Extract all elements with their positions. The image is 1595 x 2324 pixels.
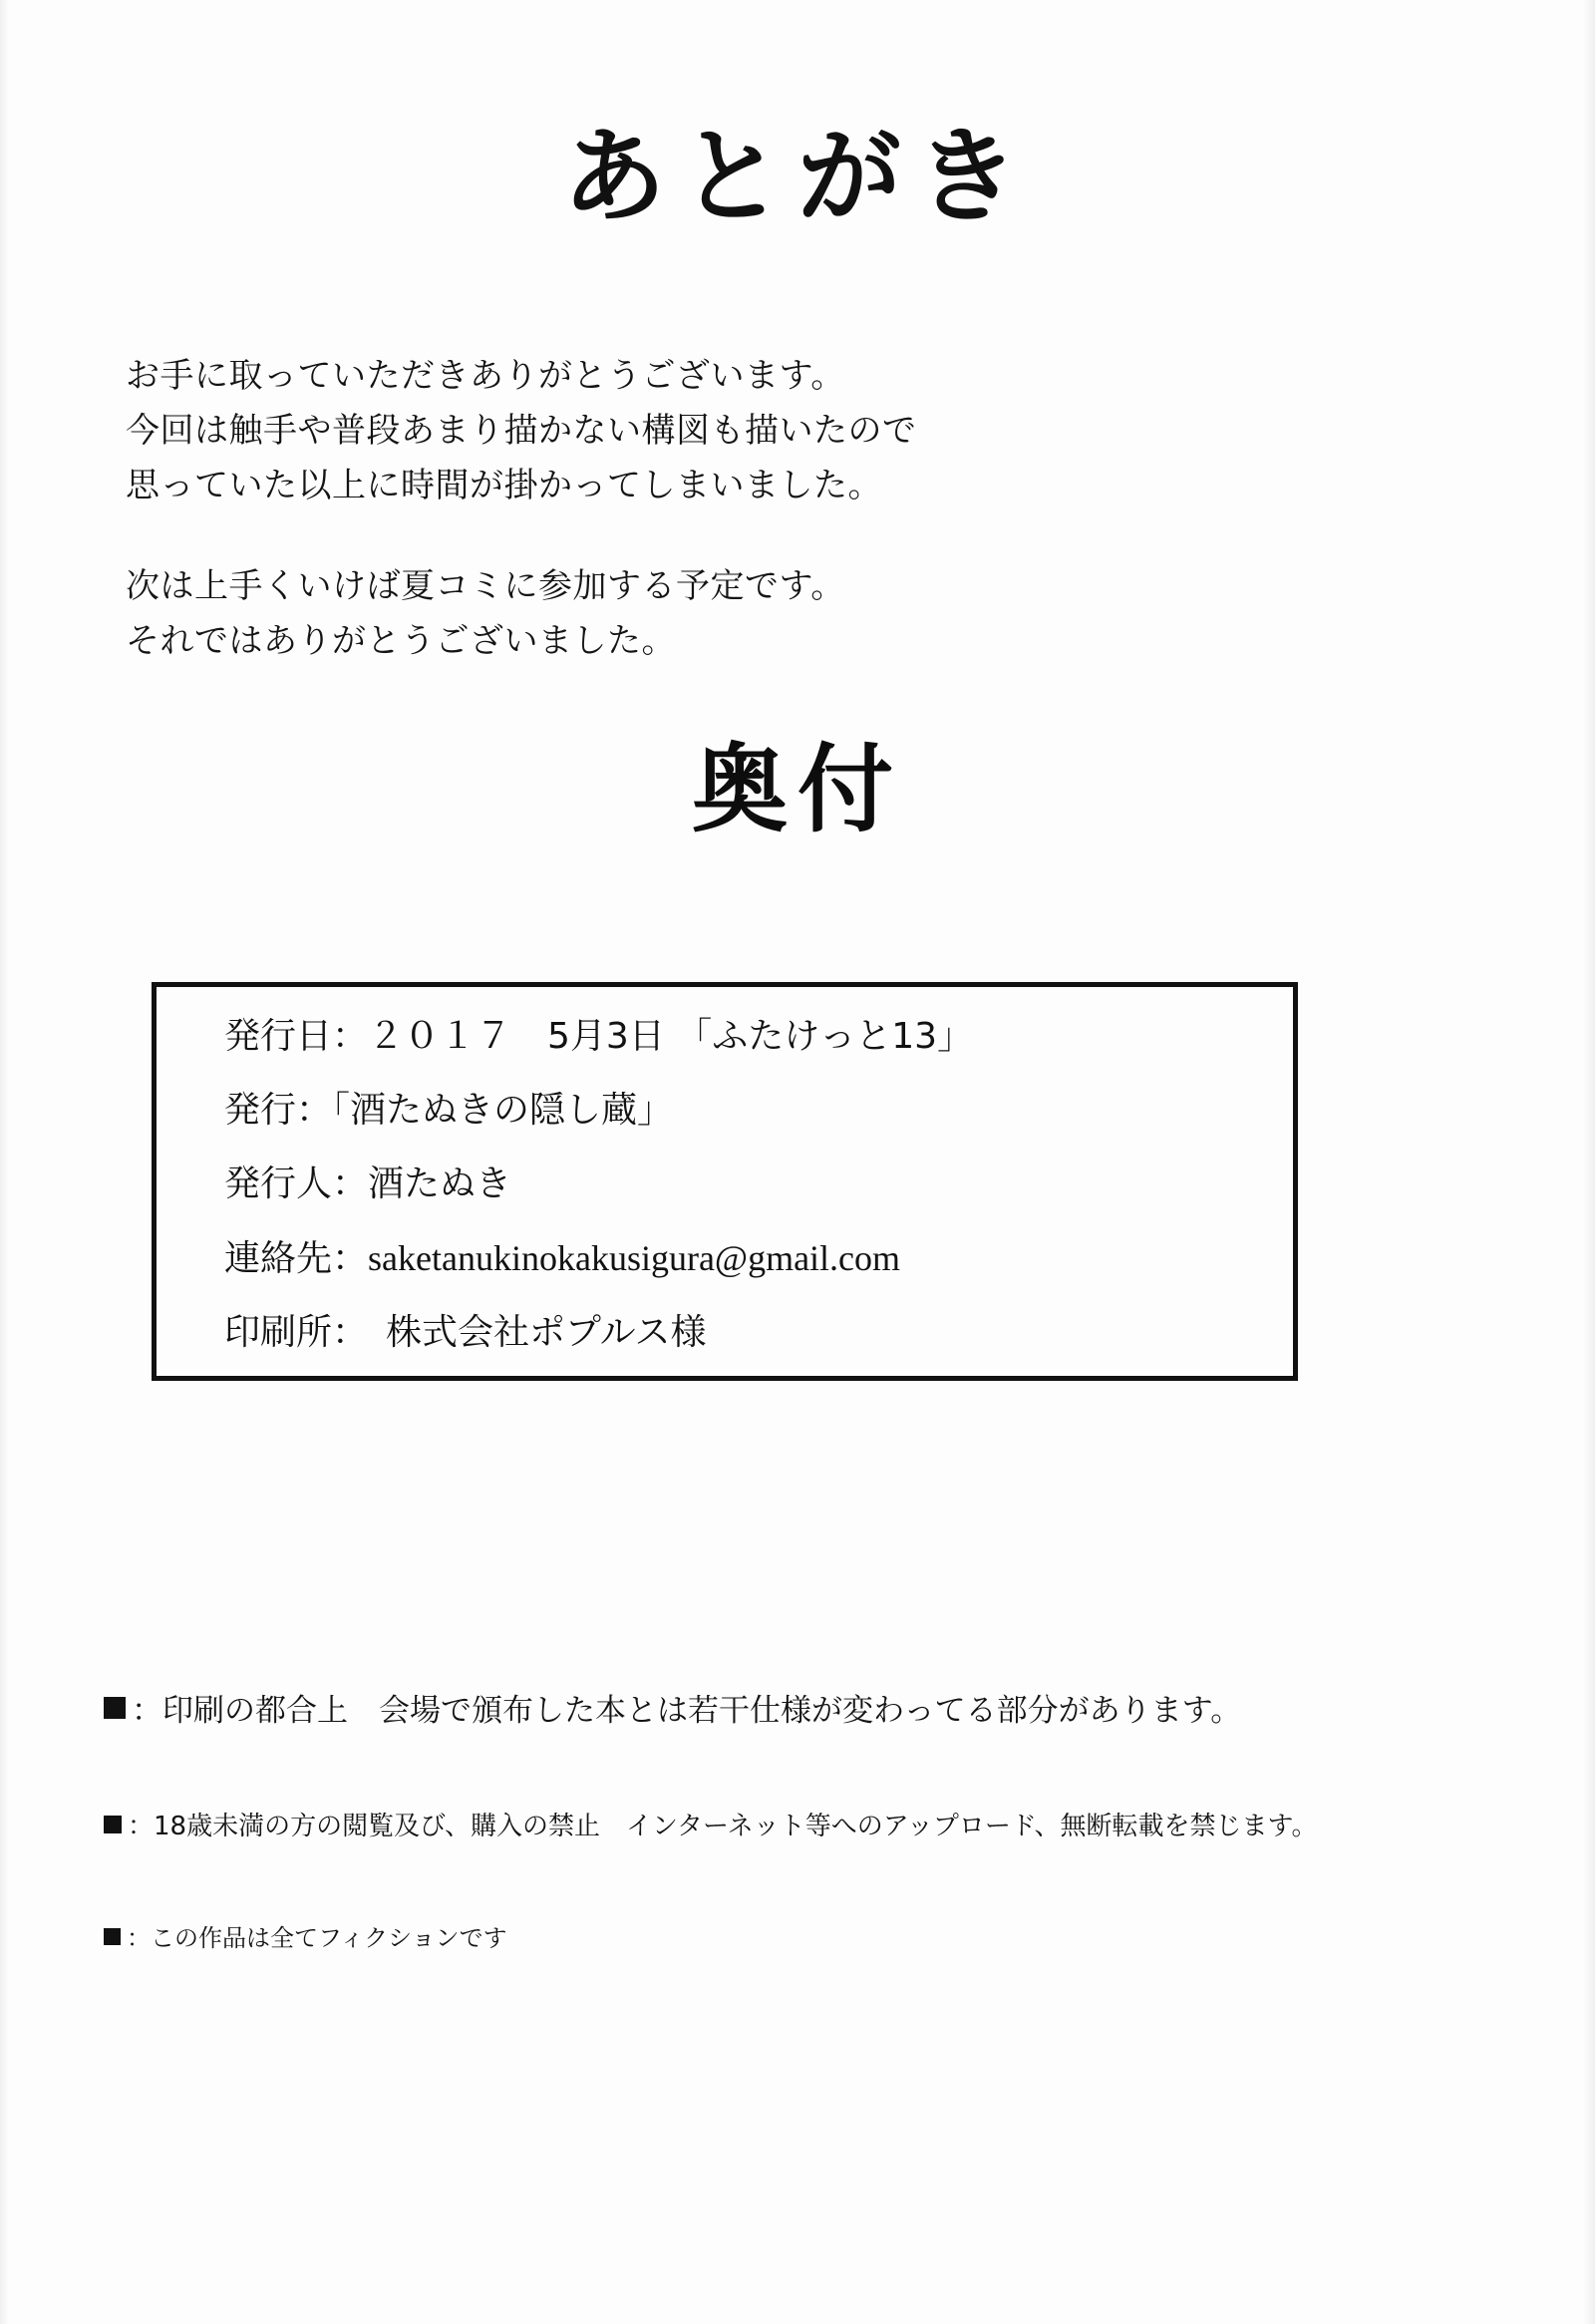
- colophon-value-publisher: 「酒たぬきの隠し蔵」: [332, 1090, 674, 1131]
- colophon-row: [224, 1090, 1253, 1131]
- square-bullet-icon: [104, 1816, 122, 1833]
- square-bullet-icon: [104, 1697, 126, 1719]
- colophon-value-author: 酒たぬき: [368, 1163, 512, 1204]
- colophon-label-contact: 連絡先：: [224, 1238, 369, 1279]
- note-item: [104, 1918, 1519, 1953]
- colophon-label-publish-date: 発行日：: [224, 1016, 369, 1057]
- afterword-line-3: 思っていた以上に時間が掛かってしまいました。: [126, 466, 882, 506]
- afterword-line-2: 今回は触手や普段あまり描かない構図も描いたので: [126, 411, 917, 452]
- colophon-label-printer: 印刷所：: [224, 1312, 351, 1353]
- note-text: ：18歳未満の方の閲覧及び、購入の禁止 インターネット等へのアップロード、無断転載を禁じます。: [128, 1812, 1318, 1841]
- colophon-value-publish-date: ２０１７ 5月3日 「ふたけっと13」: [368, 1016, 974, 1057]
- colophon-heading: 奥付: [692, 734, 903, 845]
- colophon-box: [152, 982, 1298, 1381]
- note-item: [104, 1806, 1519, 1842]
- afterword-heading: あとがき: [561, 116, 1033, 237]
- note-text: ：印刷の都合上 会場で頒布した本とは若干仕様が変わってる部分があります。: [132, 1693, 1242, 1729]
- colophon-value-contact-email[interactable]: saketanukinokakusigura@gmail.com: [368, 1238, 901, 1278]
- note-item: [104, 1685, 1519, 1730]
- afterword-line-4: 次は上手くいけば夏コミに参加する予定です。: [126, 566, 845, 607]
- afterword-line-5: それではありがとうございました。: [126, 621, 676, 662]
- afterword-body: [126, 349, 1222, 669]
- colophon-label-author: 発行人：: [224, 1163, 369, 1204]
- afterword-line-1: お手に取っていただきありがとうございます。: [126, 356, 845, 396]
- square-bullet-icon: [104, 1928, 121, 1945]
- colophon-label-publisher: 発行：: [224, 1090, 333, 1131]
- colophon-value-printer: 株式会社ポプルス様: [350, 1312, 707, 1353]
- colophon-row: [224, 1312, 1253, 1353]
- colophon-row: [224, 1240, 1253, 1277]
- note-text: ：この作品は全てフィクションです: [127, 1924, 507, 1952]
- colophon-row: [224, 1163, 1253, 1204]
- paragraph-spacer: [126, 513, 1222, 559]
- notes-section: [104, 1685, 1519, 1953]
- colophon-row: [224, 1016, 1253, 1057]
